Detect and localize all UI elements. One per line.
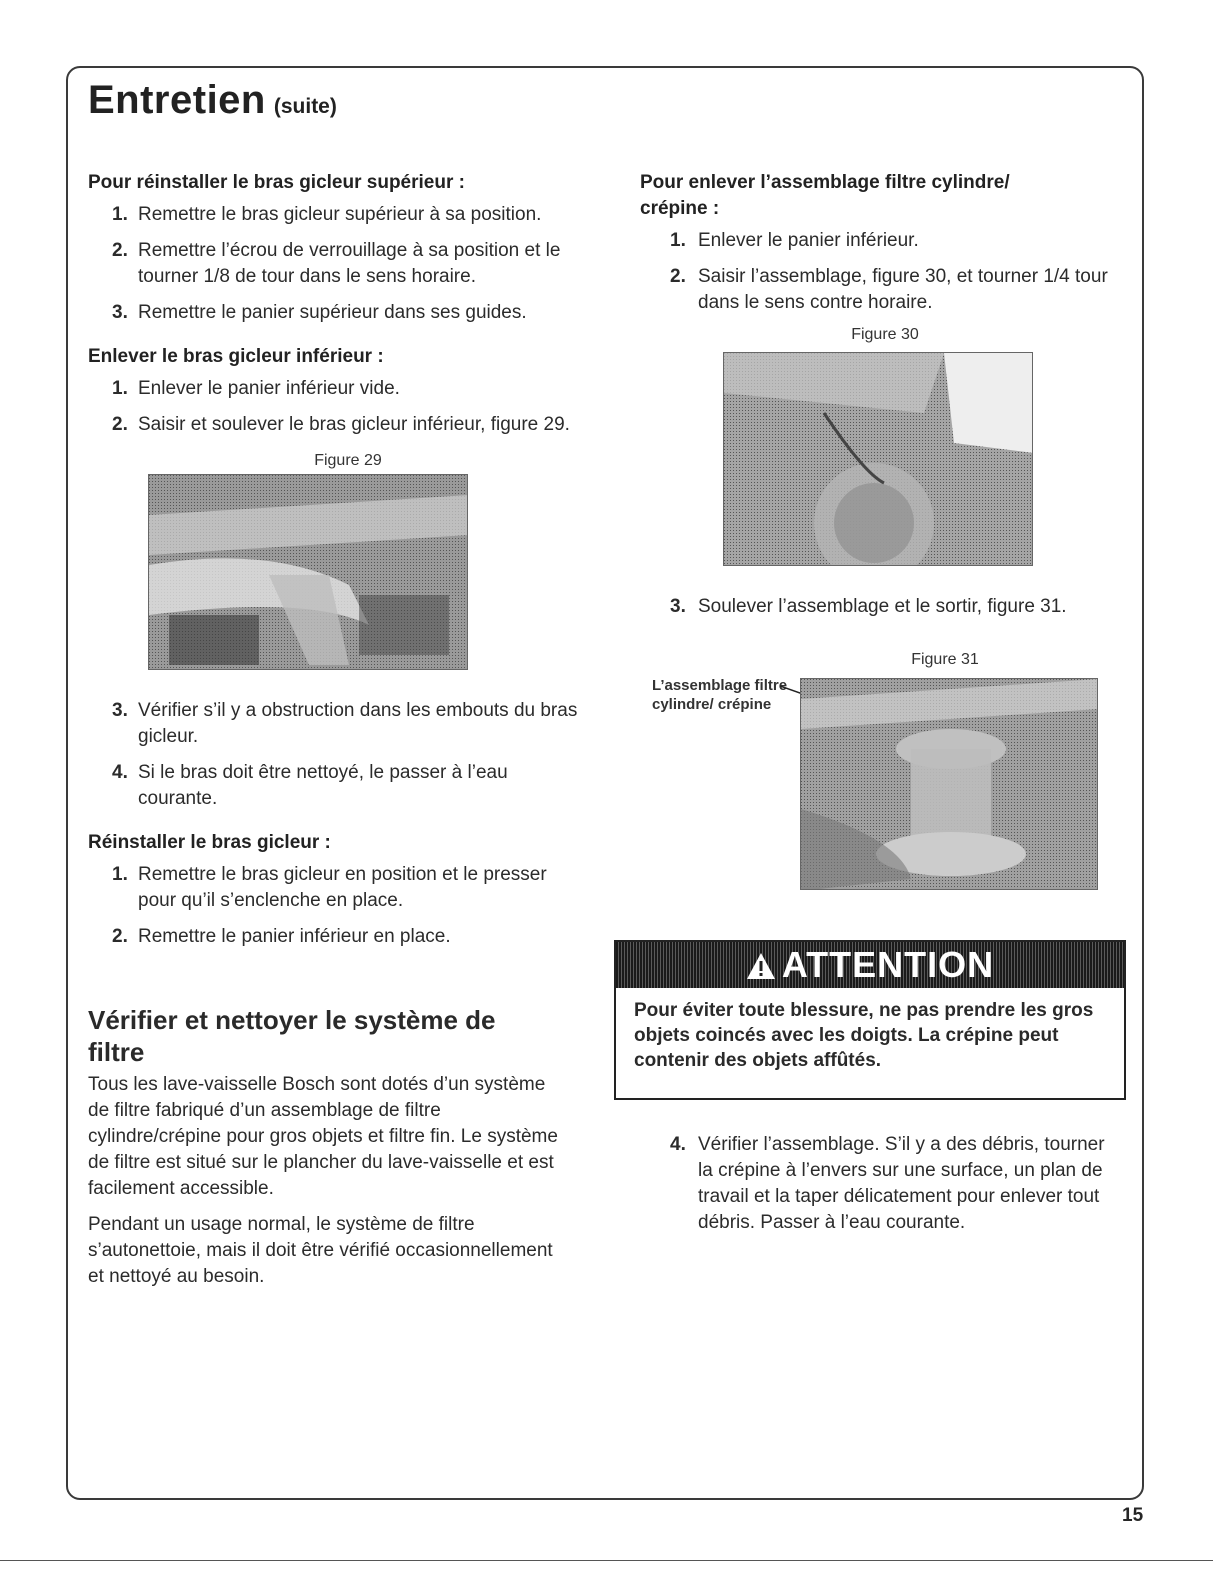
step-3-row <box>640 594 1130 630</box>
right-column <box>640 170 1130 326</box>
step-list <box>88 202 588 326</box>
list-item: 4. Si le bras doit être nettoyé, le passer à l’eau courante. <box>112 762 508 809</box>
list-item: 1. Remettre le bras gicleur supérieur à sa position. <box>112 204 542 225</box>
warning-triangle-icon <box>746 944 776 986</box>
step-list <box>88 376 588 438</box>
list-item: 2. Saisir et soulever le bras gicleur inférieur, figure 29. <box>112 414 570 435</box>
list-item: 2. Remettre le panier inférieur en place. <box>112 926 451 947</box>
list-item: 2. Saisir l’assemblage, figure 30, et tourner 1/4 tour dans le sens contre horaire. <box>670 266 1108 313</box>
figure-30-image <box>723 352 1033 566</box>
page-number: 15 <box>1122 1505 1144 1526</box>
figure-callout-label: L’assemblage filtre cylindre/ crépine <box>652 677 788 713</box>
warning-title: ATTENTION <box>616 944 1124 986</box>
step-list <box>640 1132 1120 1236</box>
figure-31-caption: Figure 31 <box>911 651 979 668</box>
warning-box <box>614 940 1126 1100</box>
step-list <box>88 698 588 812</box>
section-heading-reinstall-arm: Réinstaller le bras gicleur : <box>88 832 331 853</box>
list-item: 3. Remettre le panier supérieur dans ses guides. <box>112 302 527 323</box>
section-heading-remove-lower: Enlever le bras gicleur inférieur : <box>88 346 384 367</box>
page-title: Entretien (suite) <box>88 78 337 122</box>
bottom-rule <box>0 1560 1213 1561</box>
list-item: 3. Soulever l’assemblage et le sortir, figure 31. <box>670 596 1067 617</box>
figure-29-caption: Figure 29 <box>314 452 382 469</box>
figure-30-caption: Figure 30 <box>851 326 919 343</box>
list-item: 4. Vérifier l’assemblage. S’il y a des débris, tourner la crépine à l’envers sur une surface, un plan de travail et la taper délicatement pour enlever tout débris. Passer à l’eau courante. <box>670 1134 1105 1233</box>
list-item: 1. Enlever le panier inférieur vide. <box>112 378 400 399</box>
warning-banner <box>616 942 1124 988</box>
section-heading-filter-system: Vérifier et nettoyer le système de filtre <box>88 1005 496 1067</box>
figure-31-image <box>800 678 1098 890</box>
paragraph: Pendant un usage normal, le système de filtre s’autonettoie, mais il doit être vérifié occasionnellement et nettoyé au besoin. <box>88 1214 553 1287</box>
list-item: 2. Remettre l’écrou de verrouillage à sa position et le tourner 1/8 de tour dans le sens horaire. <box>112 240 561 287</box>
page-subtitle: (suite) <box>273 95 337 118</box>
step-list <box>640 228 1130 316</box>
step-list <box>88 862 588 950</box>
paragraph: Tous les lave-vaisselle Bosch sont dotés d’un système de filtre fabriqué d’un assemblage de filtre cylindre/crépine pour gros objets et filtre fin. Le système de filtre est situé sur le plancher du lave-vaisselle et est facilement accessible. <box>88 1074 558 1199</box>
list-item: 1. Remettre le bras gicleur en position et le presser pour qu’il s’enclenche en place. <box>112 864 547 911</box>
section-heading-remove-filter: Pour enlever l’assemblage filtre cylindre/ crépine : <box>640 172 1010 219</box>
list-item: 1. Enlever le panier inférieur. <box>670 230 919 251</box>
left-column <box>88 170 588 1290</box>
section-heading-reinstall-upper: Pour réinstaller le bras gicleur supérieur : <box>88 172 465 193</box>
list-item: 3. Vérifier s’il y a obstruction dans les embouts du bras gicleur. <box>112 700 578 747</box>
step-list <box>640 594 1130 620</box>
step-4-row <box>640 1132 1120 1246</box>
warning-text: Pour éviter toute blessure, ne pas prendre les gros objets coincés avec les doigts. La crépine peut contenir des objets affûtés. <box>634 1000 1094 1071</box>
figure-29-image <box>148 474 468 670</box>
